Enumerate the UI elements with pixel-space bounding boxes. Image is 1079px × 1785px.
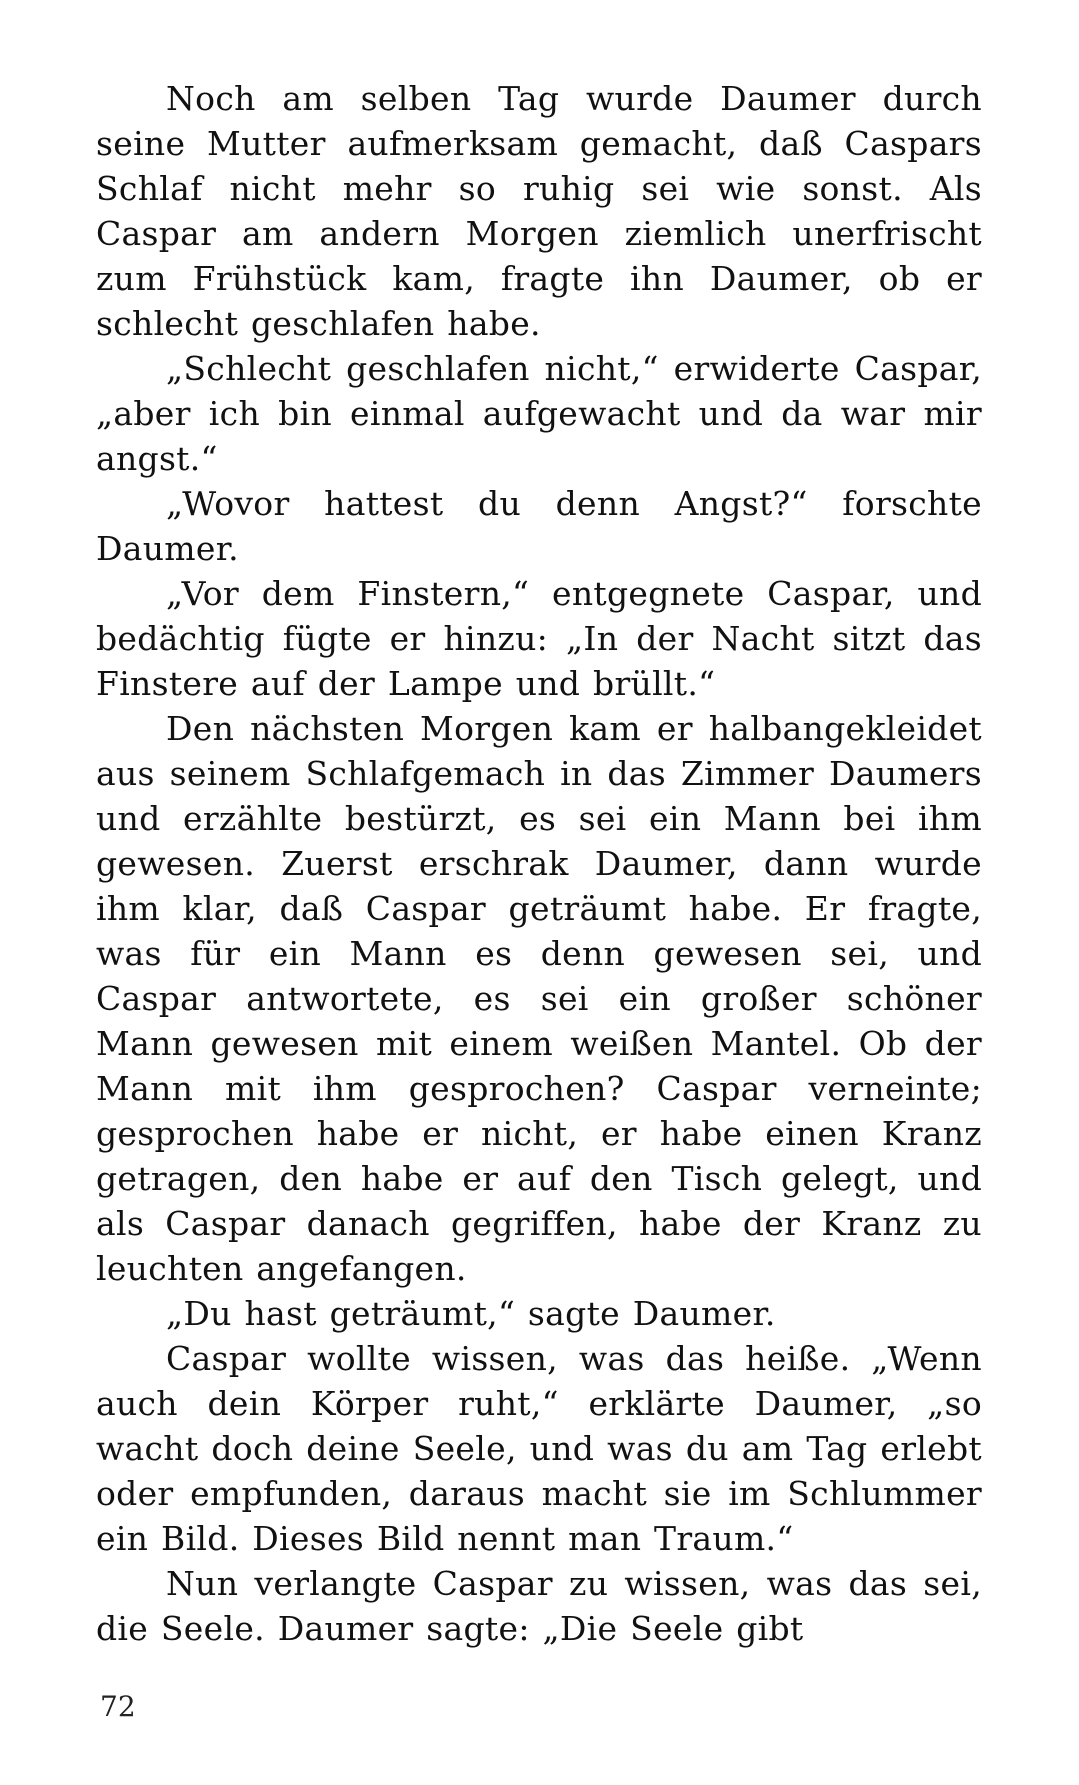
paragraph-1: Noch am selben Tag wurde Daumer durch seine Mutter aufmerksam gemacht, daß Caspars Schlaf nicht mehr so ruhig sei wie sonst. Als Caspar am andern Morgen ziemlich unerfrischt zum Frühstück kam, fragte ihn Daumer, ob er schlecht geschlafen habe.: [96, 79, 982, 343]
paragraph-4: „Vor dem Finstern,“ entgegnete Caspar, und bedächtig fügte er hinzu: „In der Nacht sitzt das Finstere auf der Lampe und brüllt.“: [96, 574, 982, 703]
paragraph-2: „Schlecht geschlafen nicht,“ erwiderte Caspar, „aber ich bin einmal aufgewacht und da war mir angst.“: [96, 349, 982, 478]
paragraph-7: Caspar wollte wissen, was das heiße. „Wenn auch dein Körper ruht,“ erklärte Daumer, „so wacht doch deine Seele, und was du am Tag erlebt oder empfunden, daraus macht sie im Schlummer ein Bild. Dieses Bild nennt man Traum.“: [96, 1339, 982, 1558]
page-number: 72: [100, 1690, 136, 1723]
paragraph-6: „Du hast geträumt,“ sagte Daumer.: [166, 1294, 776, 1333]
paragraph-8: Nun verlangte Caspar zu wissen, was das sei, die Seele. Daumer sagte: „Die Seele gibt: [96, 1564, 982, 1648]
body-text: [96, 76, 982, 1651]
paragraph-3: „Wovor hattest du denn Angst?“ forschte Daumer.: [96, 484, 982, 568]
paragraph-5: Den nächsten Morgen kam er halbangekleidet aus seinem Schlafgemach in das Zimmer Daumers und erzählte bestürzt, es sei ein Mann bei ihm gewesen. Zuerst erschrak Daumer, dann wurde ihm klar, daß Caspar geträumt habe. Er fragte, was für ein Mann es denn gewesen sei, und Caspar antwortete, es sei ein großer schöner Mann gewesen mit einem weißen Mantel. Ob der Mann mit ihm gesprochen? Caspar verneinte; gesprochen habe er nicht, er habe einen Kranz getragen, den habe er auf den Tisch gelegt, und als Caspar danach gegriffen, habe der Kranz zu leuchten angefangen.: [96, 709, 982, 1288]
